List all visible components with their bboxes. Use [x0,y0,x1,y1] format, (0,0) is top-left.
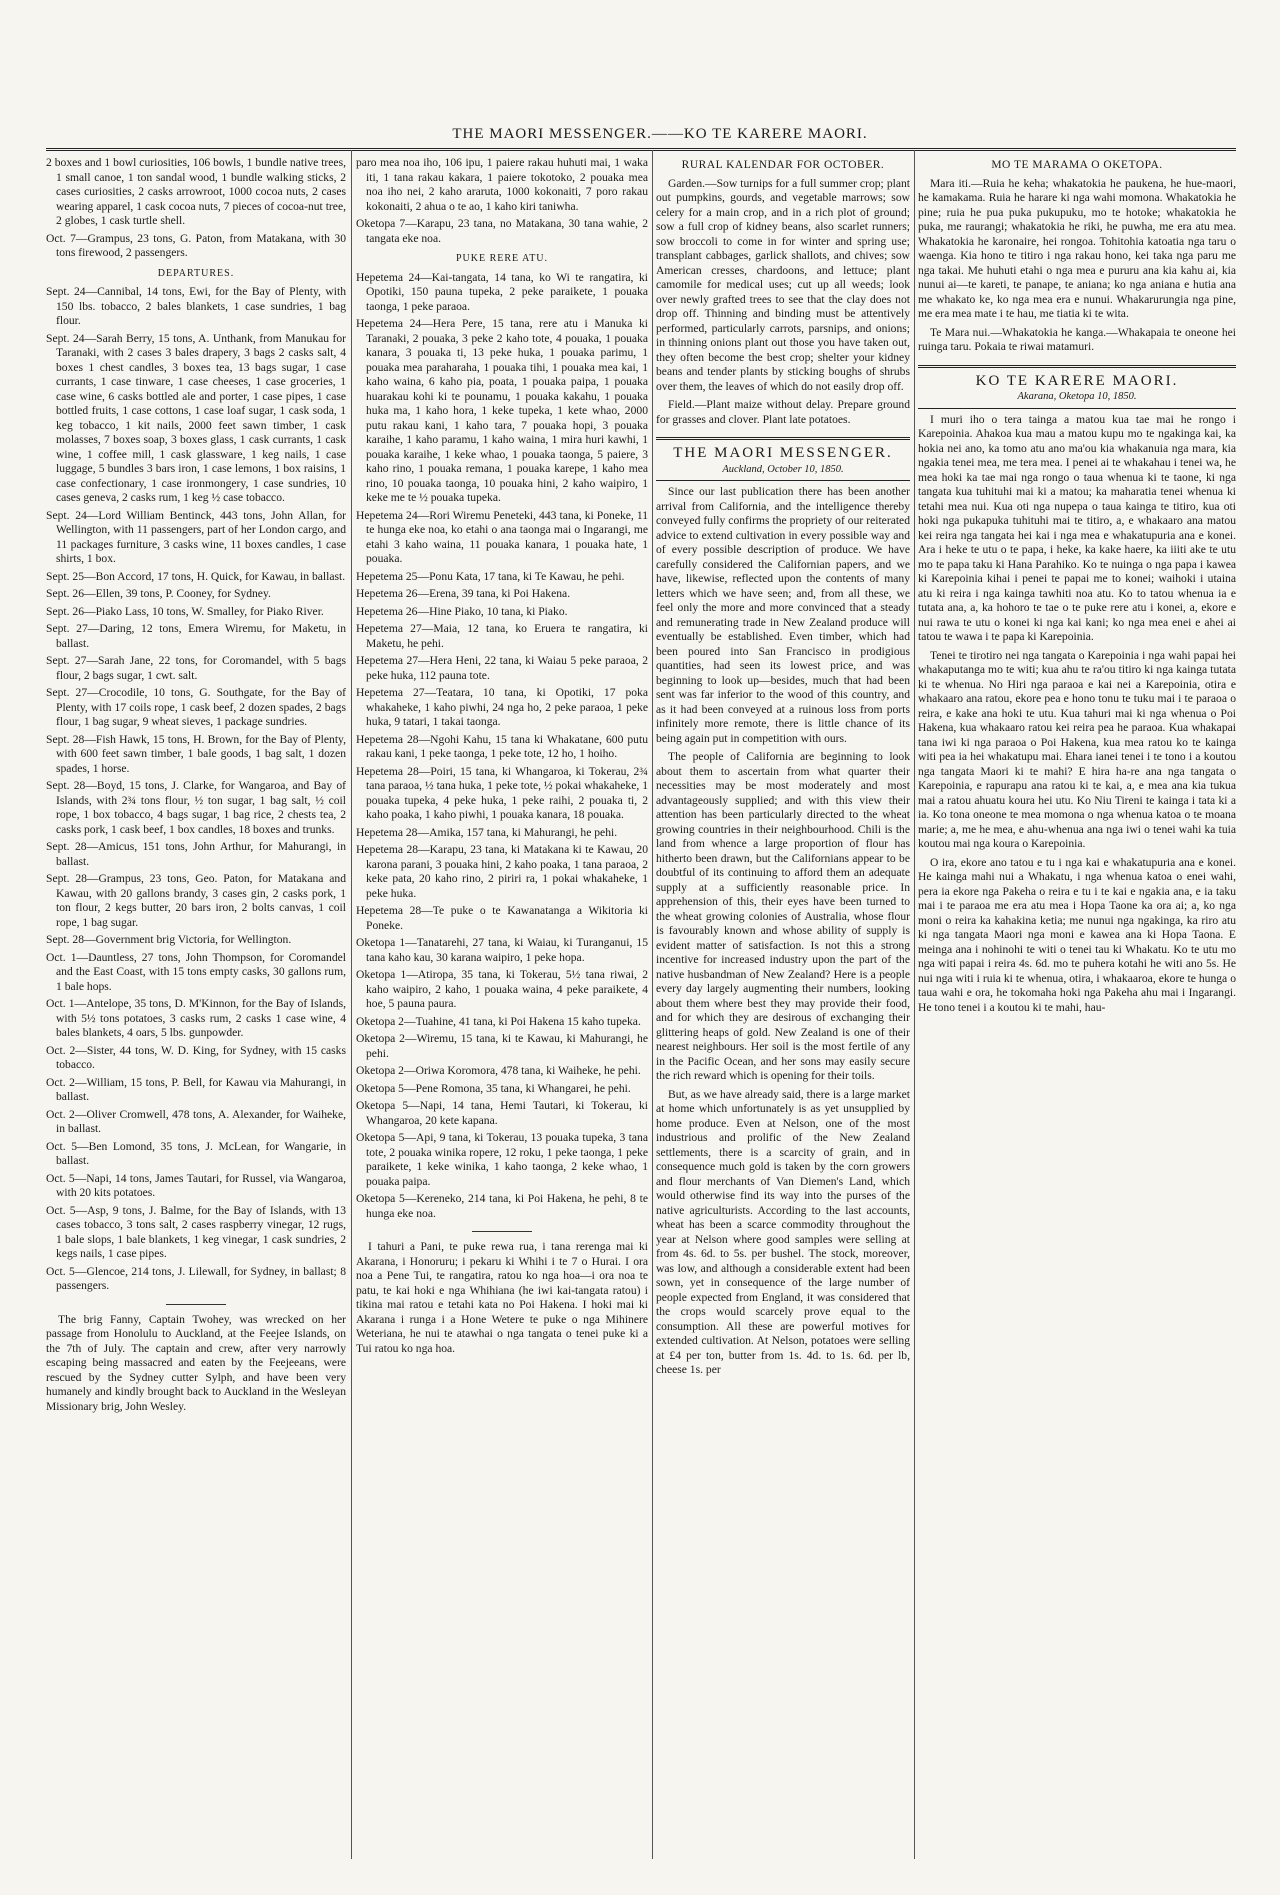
shipping-entry: paro mea noa iho, 106 ipu, 1 paiere rakau huhuti mai, 1 waka iti, 1 tana rakau kakara, 1 paiere tokotoko, 2 pouaka mea noa iho nei, 2 kaho araruta, 1000 kokonaiti, 7 poro rakau kokonaiti, 2 ahua o te ao, 1 kaho kiri taniwha. [356,156,648,213]
column-maori-editorial [918,156,1236,1859]
editorial-paragraph: Since our last publication there has been another arrival from California, and the intelligence thereby conveyed fully confirms the propriety of our reiterated advice to extend cultivation in every possible way and of every possible description of produce. We have carefully considered the Californian papers, and we have, likewise, reflected upon the contents of many letters which we have seen; and, from all these, we feel only the more and more convinced that a steady and remunerating trade in New Zealand produce will eventually be established. Even timber, which had been poured into San Francisco in prodigious quantities, had seen its lowest price, and was beginning to look up—besides, much that had been sent was far inferior to the wood of this country, and as it had been conveyed at a ruinous loss from ports infinitely more remote, there is little chance of its being again put in competition with ours. [656,485,910,745]
divider [472,1231,532,1232]
editorial-paragraph: But, as we have already said, there is a large market at home which unfortunately is as yet unsupplied by home produce. Even at Nelson, one of the most industrious and prolific of the New Zealand settlements, there is a scarcity of grain, and in consequence much gold is taken by the corn growers and flour merchants of Van Diemen's Land, which would otherwise find its way into the purses of the native agriculturists. According to the last accounts, wheat has been a scarce commodity throughout the year at Nelson where good samples were selling at from 4s. 6d. to 5s. per bushel. The stock, moreover, was low, and although a considerable extent had been sown, yet in consequence of the large number of people expected from England, it was considered that the crops would scarcely prove equal to the consumption. All these are powerful motives for extended cultivation. At Nelson, potatoes were selling at £4 per ton, butter from 1s. 4d. to 1s. 6d. per lb, cheese 1s. per [656,1087,910,1376]
departure-entry: Sept. 24—Sarah Berry, 15 tons, A. Unthank, from Manukau for Taranaki, with 2 cases 3 bales drapery, 3 bags 2 casks salt, 4 boxes 1 chest candles, 3 boxes tea, 13 bags sugar, 1 case currants, 1 case tinware, 1 case cheeses, 1 case groceries, 1 case wine, 6 casks bottled ale and porter, 1 case pipes, 1 case bottled fruits, 1 case cottons, 1 case loaf sugar, 1 cask soda, 1 keg tobacco, 1 kit nails, 2000 feet sawn timber, 1 cask molasses, 7 boxes soap, 3 boxes glass, 1 cask currants, 1 cask wine, 1 coffee mill, 1 cask glassware, 1 keg nails, 1 case luggage, 5 bundles 3 bars iron, 1 case lemons, 1 box raisins, 1 case confectionary, 1 case ironmongery, 1 case sundries, 10 cases geneva, 2 casks rum, 1 keg ½ case tobacco. [46,331,346,504]
divider [166,1304,226,1305]
editorial-paragraph: I muri iho o tera tainga a matou kua tae mai he rongo i Karepoinia. Ahakoa kua mau a matou kupu mo te ngakinga kai, ka hokia nei ano, ka tomo atu ano ma'ou kia whakanuia nga mara, kia ngakia tenei mea, me tera mea. I penei ai te whakahau i tenei wa, he mea hoki ka tae mai nga rongo o taua whenua ki te taone, ki nga tangata kua tuhituhi mai ki a matou; ka maharatia tenei whenua ki tetahi mea nui. Kua oti nga nupepa o taua kainga te titiro, kua oti hoki nga pukapuka tuhituhi mai te titiro, a, e whakaaro ana matou kei reira nga tangata hei kai i nga mea e whakatupuria ana e konei. Ara i heke te utu o te papa, i heke, ka kake haere, ka iiiti ake te utu mo te papa taku ki Hana Parahiko. Ko te nuinga o nga papa i kawea ki Karepoinia kihai i penei te papai me to konei; waihoki i utaina atu ki reira i nga kainga tawhiti noa atu. Ko to tatou whenua ia e tutata ana, a, ka hohoro te tae o te puke rere atu i konei, a, ekore e nui rawa te utu o konei ki nga kai kani; ko nga mea enei e ahei ai tatou te wawa i te papa ki Karepoinia. [918,412,1236,643]
departure-entry: Oct. 2—Oliver Cromwell, 478 tons, A. Alexander, for Waiheke, in ballast. [46,1107,346,1135]
departure-entry: Sept. 27—Daring, 12 tons, Emera Wiremu, for Maketu, in ballast. [46,622,346,650]
departure-entry: Oct. 5—Ben Lomond, 35 tons, J. McLean, for Wangarie, in ballast. [46,1139,346,1167]
pani-notice: I tahuri a Pani, te puke rewa rua, i tana rerenga mai ki Akarana, i Honoruru; i pekaru ki Whihi i te 7 o Hurai. I ora noa a Pene Tui, te rangatira, ratou ko nga hoa—i ora noa te patu, te kai hoki e nga Whihiana (he iwi kai-tangata ratou) i tikina mai ratou e tetahi kata no Poi Hakena. I hoki mai ki Akarana i runga i a Hone Wetere te puke o nga Mihinere Weteriana, he nui te atawhai o nga tangata o tenei puke ki a Tui ratou ko nga hoa. [356,1240,648,1355]
shipping-entry: 2 boxes and 1 bowl curiosities, 106 bowls, 1 bundle native trees, 1 small canoe, 1 ton sandal wood, 1 bundle walking sticks, 2 cases curiosities, 2 casks arrowroot, 1000 cocoa nuts, 2 cases wearing apparel, 1 cask cocoa nuts, 7 pieces of cocoa-nut tree, 2 globes, 1 cask turtle shell. [46,156,346,227]
column-maori-shipping [356,156,648,1859]
departure-entry: Sept. 24—Lord William Bentinck, 443 tons, John Allan, for Wellington, with 11 passengers, part of her London cargo, and 11 packages furniture, 3 casks wine, 11 boxes candles, 1 case shirts, 1 box. [46,508,346,565]
departure-entry: Hepetema 27—Maia, 12 tana, ko Eruera te rangatira, ki Maketu, he pehi. [356,622,648,650]
departure-entry: Hepetema 26—Hine Piako, 10 tana, ki Piako. [356,604,568,618]
head-rule [46,148,1236,155]
fanny-notice: The brig Fanny, Captain Twohey, was wrecked on her passage from Honolulu to Auckland, at the Feejee Islands, on the 7th of July. The captain and crew, after very narrowly escaping being massacred and eaten by the Feejeeans, were rescued by the Sydney cutter Sylph, and have been very humanely and kindly brought back to Auckland in the Wesleyan Missionary brig, John Wesley. [46,1312,346,1413]
departure-entry: Hepetema 24—Rori Wiremu Peneteki, 443 tana, ki Poneke, 11 te hunga eke noa, ko etahi o ana taonga mai o Ingarangi, me etahi 3 kaho waina, 11 pouaka kanara, 1 pouaka hate, 1 pouaka. [356,508,648,565]
departure-entry: Oketopa 1—Tanatarehi, 27 tana, ki Waiau, ki Turanganui, 15 tana kaho kau, 30 karana waipiro, 1 peke hopa. [356,936,648,964]
editorial-paragraph: O ira, ekore ano tatou e tu i nga kai e whakatupuria ana e konei. He kainga mahi nui a Whakatu, i nga whenua katoa o enei wahi, pera ia ekore nga Pakeha o reira e tu i te kai e ngakia ana, e ia taku mai i te paraoa me era atu mea i Hopa Taone ka ora ai; a, ko nga moni o reira ka kahakina ketia; me nunui nga ngakinga, ka riro atu ki nga tangata Maori nga moni e kawea ana ki Hopa Taona. E meinga ana i nohinohi te witi o tenei tau ki Whakatu. Ko te utu mo nga witi papai i reira 4s. 6d. mo te puhera kotahi he witi ano 5s. He nui nga witi i ruia ki te whenua, otira, i whakaaroa, ekore te hunga o taua wahi e ora, he tokomaha hoki nga Pakeha ahu mai i Ingarangi. He tono tenei i a koutou ki te mahi, hau- [918,855,1236,1014]
departure-entry: Hepetema 27—Hera Heni, 22 tana, ki Waiau 5 peke paraoa, 2 peke huka, 112 pauna tote. [356,654,648,682]
departure-entry: Sept. 26—Ellen, 39 tons, P. Cooney, for Sydney. [46,587,271,600]
departure-entry: Sept. 27—Crocodile, 10 tons, G. Southgate, for the Bay of Plenty, with 17 coils rope, 1 cask beef, 2 dozen spades, 2 bags flour, 1 bag sugar, 9 wheat sieves, 1 package sundries. [46,686,346,728]
departure-entry: Hepetema 28—Amika, 157 tana, ki Mahurangi, he pehi. [356,825,618,839]
departure-entry: Oketopa 2—Tuahine, 41 tana, ki Poi Hakena 15 kaho tupeka. [356,1014,641,1028]
column-rule [914,150,915,1859]
column-rule [652,150,653,1859]
departure-entry: Sept. 28—Grampus, 23 tons, Geo. Paton, for Matakana and Kawau, with 20 gallons brandy, 3 cases gin, 2 casks pork, 1 ton flour, 2 kegs butter, 20 bars iron, 2 bolts canvas, 1 coil rope, 1 bag sugar. [46,872,346,929]
departure-entry: Oketopa 5—Api, 9 tana, ki Tokerau, 13 pouaka tupeka, 3 tana tote, 2 pouaka winika ropere, 12 roku, 1 peke taonga, 1 peke paraikete, 1 keke winika, 1 kaho taonga, 2 keke whao, 1 pouaka paipa. [356,1131,648,1188]
column-rule [351,150,352,1859]
departures-list [46,285,346,1294]
departure-entry: Oct. 1—Antelope, 35 tons, D. M'Kinnon, for the Bay of Islands, with 5½ tons potatoes, 3 casks rum, 2 casks 1 case wine, 4 bales blankets, 4 oars, 5 lbs. gunpowder. [46,997,346,1039]
calendar-mara-iti: Mara iti.—Ruia he keha; whakatokia he paukena, he hue-maori, he kamakama. Ruia he harare ki nga wahi momona. Whakatokia he pine; ruia he pua puka pukupuku, mo te hotoke; whakatokia he puka, me raurangi; whakatokia he riki, he puwha, me era atu mea. Whakatokia he karonaire, hei rongoa. Tohitohia katoatia nga taru o waenga. Kia hono te titiro i nga rakau hono, kei taka nga paru me nga takai. Me huhuti etahi o nga mea e pururu ana kia kahu ai, kia nunui ai—te kareti, te panape, te aniana; ko nga aniana e hutia ana me whakato ke, ko nga mea era e nunui. Whakarurungia nga pine, me era mea mate i te hau, me tiatia ki te wita. [918,176,1236,320]
departure-entry: Hepetema 28—Ngohi Kahu, 15 tana ki Whakatane, 600 putu rakau kani, 1 peke taonga, 1 peke tote, 12 ho, 1 hoiho. [356,732,648,760]
departure-entry: Sept. 28—Boyd, 15 tons, J. Clarke, for Wangaroa, and Bay of Islands, with 2¾ tons flour, ½ ton sugar, 1 bag salt, ½ coil rope, 1 box tobacco, 4 bags sugar, 1 bag rice, 2 chests tea, 2 casks pork, 1 cask beef, 1 box candles, 18 boxes and trunks. [46,779,346,836]
departures-list [356,271,648,1222]
departure-entry: Oketopa 5—Napi, 14 tana, Hemi Tautari, ki Tokerau, ki Whangaroa, 20 kete kapana. [356,1099,648,1127]
dateline: Akarana, Oketopa 10, 1850. [918,390,1236,409]
arrivals-tail [356,156,648,246]
running-head: THE MAORI MESSENGER.——KO TE KARERE MAORI. [452,126,868,142]
masthead: THE MAORI MESSENGER. [656,437,910,461]
departure-entry: Sept. 27—Sarah Jane, 22 tons, for Coromandel, with 5 bags flour, 2 bags sugar, 1 cwt. salt. [46,654,346,682]
arrivals-tail [46,156,346,261]
dateline: Auckland, October 10, 1850. [656,463,910,482]
masthead: KO TE KARERE MAORI. [918,365,1236,389]
shipping-entry: Oct. 7—Grampus, 23 tons, G. Paton, from Matakana, with 30 tons firewood, 2 passengers. [46,231,346,259]
departure-entry: Hepetema 28—Poiri, 15 tana, ki Whangaroa, ki Tokerau, 2¾ tana paraoa, ½ tana huka, 1 peke tote, ½ pokai whakaheke, 1 pouaka tupeka, 4 peke huka, 1 peke raihi, 2 pouaka ti, 2 kaho poaka, 1 kaho piwhi, 1 pouaka kanara, 18 pouaka. [356,764,648,821]
departure-entry: Oct. 2—William, 15 tons, P. Bell, for Kawau via Mahurangi, in ballast. [46,1075,346,1103]
departure-entry: Oct. 5—Napi, 14 tons, James Tautari, for Russel, via Wangaroa, with 20 kits potatoes. [46,1171,346,1199]
editorial-paragraph: Tenei te tirotiro nei nga tangata o Karepoinia i nga wahi papai hei whakaputanga mo te witi; kua ahu te ra'ou titiro ki nga kainga tutata ki te whenua. No Hiri nga paraoa e kai nei a Karepoinia, otira e whakaaro ana ratou, ekore pea e hono tonu te tuku mai i te paraoa o reira, e kake ana hoki te utu. Kua tahuri mai ki nga whenua o Poi Hakena, kua whakaaro ratou kei reira pea he paraoa. Kua whakapai tana iwi ki nga paraoa o Poi Hakena, kua mea ratou ko te kainga witi pea ia hei whakatupu mai. Ehara ianei tenei i te tono i a koutou nga tangata Maori ki te mahi? E hira ha-re ana nga tangata o Karepoinia, e rapurapu ana ratou ki te kai, a, e mea ana kia tukua mai a ratou ahuatu koura hei utu. Ko Niu Tireni te kainga i tata ki a ia. Ko tona oneone te mea momona o nga whenua katoa o te moana marie; a, me he mea, e ahu-whenua ana nga iwi o tenei wahi ka tuia koutou mai nga koura o Karepoinia. [918,648,1236,850]
departure-entry: Oketopa 5—Pene Romona, 35 tana, ki Whangarei, he pehi. [356,1081,631,1095]
departure-entry: Oketopa 1—Atiropa, 35 tana, ki Tokerau, 5½ tana riwai, 2 kaho waipiro, 2 kaho, 1 pouaka waina, 4 peke paraikete, 4 hoe, 5 pauna paura. [356,968,648,1010]
departure-entry: Hepetema 26—Erena, 39 tana, ki Poi Hakena. [356,587,571,600]
departure-entry: Sept. 25—Bon Accord, 17 tons, H. Quick, for Kawau, in ballast. [46,569,346,583]
column-english-shipping [46,156,346,1859]
calendar-heading: MO TE MARAMA O OKETOPA. [991,159,1163,171]
departure-entry: Hepetema 25—Ponu Kata, 17 tana, ki Te Kawau, he pehi. [356,569,625,583]
calendar-heading: RURAL KALENDAR FOR OCTOBER. [681,159,885,171]
departure-entry: Sept. 28—Amicus, 151 tons, John Arthur, for Mahurangi, in ballast. [46,840,346,868]
departure-entry: Hepetema 27—Teatara, 10 tana, ki Opotiki, 17 poka whakaheke, 1 kaho piwhi, 24 nga ho, 2 peke paraoa, 1 peke huka, 9 tatari, 1 takai taonga. [356,686,648,728]
departure-entry: Oct. 5—Glencoe, 214 tons, J. Lilewall, for Sydney, in ballast; 8 passengers. [46,1264,346,1292]
departure-entry: Hepetema 28—Te puke o te Kawanatanga a Wikitoria ki Poneke. [356,904,648,932]
departure-entry: Oketopa 2—Wiremu, 15 tana, ki te Kawau, ki Mahurangi, he pehi. [356,1032,648,1060]
departure-entry: Sept. 28—Fish Hawk, 15 tons, H. Brown, for the Bay of Plenty, with 600 feet sawn timber, 1 bale goods, 1 bag salt, 1 dozen spades, 1 horse. [46,732,346,775]
departure-entry: Hepetema 24—Hera Pere, 15 tana, rere atu i Manuka ki Taranaki, 2 pouaka, 3 peke 2 kaho tote, 4 pouaka, 1 pouaka kanara, 3 pouaka ti, 13 peke huka, 1 pouaka parimu, 1 pouaka mea paraharaha, 1 pouaka tihi, 1 pouaka mea kai, 1 kaho waina, 6 kaho pia, poata, 1 pouaka paipa, 1 pouaka huarakau kohi ki te pounamu, 1 pouaka kakahu, 1 pouaka huka ma, 1 kaho hora, 1 keke tupeka, 1 kete whao, 2000 putu rakau kani, 1 kaho tara, 7 pouaka hopi, 3 pouaka karaihe, 1 kaho paramu, 1 kaho waina, 1 mira huri kawhi, 1 pouaka karaihe, 1 keke whao, 1 pouaka taonga, 5 paiere, 3 kaho rino, 1 pouaka remana, 1 pouaka karepe, 1 kaho mea rino, 10 pouaka taonga, 10 pouaka hini, 2 kaho waipiro, 1 keke me te ½ pouaka tupeka. [356,317,648,504]
departure-entry: Oct. 2—Sister, 44 tons, W. D. King, for Sydney, with 15 casks tobacco. [46,1043,346,1071]
departures-heading: PUKE RERE ATU. [455,253,549,264]
shipping-entry: Oketopa 7—Karapu, 23 tana, no Matakana, 30 tana wahie, 2 tangata eke noa. [356,217,648,245]
departure-entry: Hepetema 24—Kai-tangata, 14 tana, ko Wi te rangatira, ki Opotiki, 150 pauna tupeka, 2 peke paraikete, 1 pouaka taonga, 1 peke paraoa. [356,270,648,313]
departure-entry: Oct. 5—Asp, 9 tons, J. Balme, for the Bay of Islands, with 13 cases tobacco, 3 tons salt, 2 cases raspberry vinegar, 12 rugs, 1 bale slops, 1 bale blankets, 1 keg vinegar, 1 cask sundries, 2 kegs nails, 1 case pipes. [46,1203,346,1260]
departure-entry: Oct. 1—Dauntless, 27 tons, John Thompson, for Coromandel and the East Coast, with 15 tons empty casks, 30 gallons rum, 1 bale hops. [46,950,346,993]
departure-entry: Sept. 26—Piako Lass, 10 tons, W. Smalley, for Piako River. [46,604,324,618]
editorial-paragraph: The people of California are beginning to look about them to ascertain from what quarter their necessities may be most moderately and most advantageously supplied; and with this view their attention has been particularly directed to the wheat growing countries in their neighbourhood. Chili is the land from whence a large proportion of flour has hitherto been drawn, but the Californians appear to be doubtful of its continuing to afford them an adequate supply at a sufficiently reasonable price. In apprehension of this, their eyes have been turned to the wheat growing colonies of Australia, whose flour is favourably known and whose ability of supply is evident matter of satisfaction. Is not this a strong incentive for increased industry upon the part of the native husbandman of New Zealand? Here is a people every day largely augmenting their numbers, looking about them where best they may provide their food, and for which they are desirous of exchanging their glittering heaps of gold. New Zealand is one of their nearest neighbours. Her soil is the most fertile of any in the Pacific Ocean, and her sons may easily secure the rich reward which is opening for their toils. [656,750,910,1082]
departure-entry: Oketopa 5—Kereneko, 214 tana, ki Poi Hakena, he pehi, 8 te hunga eke noa. [356,1192,648,1220]
departures-heading: DEPARTURES. [157,267,235,279]
calendar-field: Field.—Plant maize without delay. Prepare ground for grasses and clover. Plant late potatoes. [656,398,910,426]
calendar-garden: Garden.—Sow turnips for a full summer crop; plant out pumpkins, gourds, and vegetable marrows; sow celery for a main crop, and in a rich plot of ground; sow a full crop of kidney beans, also scarlet runners; sow broccoli to come in for winter and spring use; transplant cabbages, garlick shallots, and chives; sow American cresses, chardoons, and lettuce; plant camomile for medical uses; cut up all weeds; look over newly grafted trees to see that the clay does not drop off. Thinning and binding must be attentively performed, particularly carrots, parsnips, and onions; in thinning onions plant out those you have taken out, they often become the best crop; shelter your kidney beans and tender plants by sticking boughs of shrubs over them, the leaves of which do not easily drop off. [656,176,910,393]
departure-entry: Hepetema 28—Karapu, 23 tana, ki Matakana ki te Kawau, 20 karona parani, 3 pouaka hini, 2 kaho poaka, 1 tana paraoa, 2 keke pata, 20 kaho rino, 2 piriri ra, 1 pokai whakaheke, 1 peke huka. [356,843,648,900]
departure-entry: Sept. 24—Cannibal, 14 tons, Ewi, for the Bay of Plenty, with 150 lbs. tobacco, 2 bales blankets, 1 case sundries, 1 bag flour. [46,285,346,327]
departure-entry: Oketopa 2—Oriwa Koromora, 478 tana, ki Waiheke, he pehi. [356,1064,641,1077]
departure-entry: Sept. 28—Government brig Victoria, for Wellington. [46,933,292,946]
column-english-editorial [656,156,910,1859]
calendar-mara-nui: Te Mara nui.—Whakatokia he kanga.—Whakapaia te oneone hei ruinga taru. Pokaia te riwai matamuri. [918,325,1236,353]
